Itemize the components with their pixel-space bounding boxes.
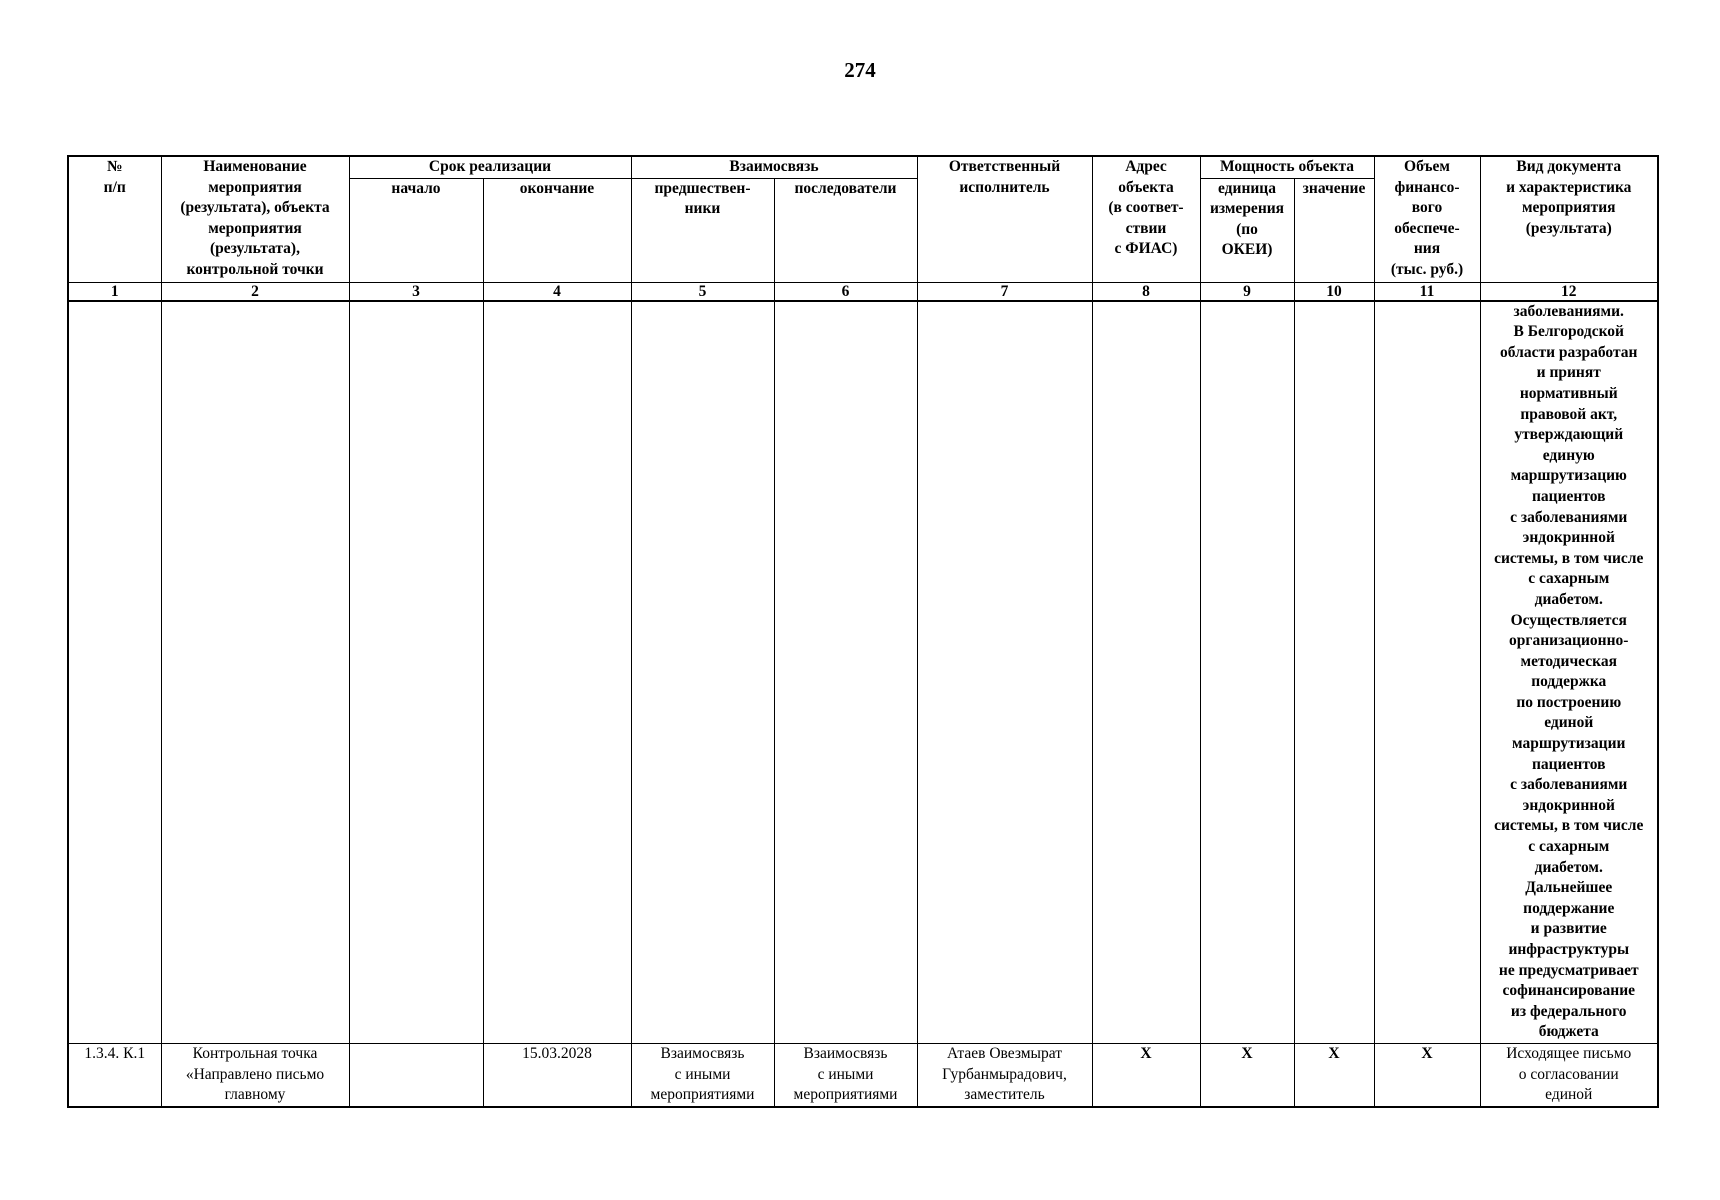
column-number: 1 [68, 282, 161, 301]
empty-cell [631, 301, 774, 1044]
description-line: поддержка [1531, 673, 1607, 691]
column-number: 12 [1480, 282, 1658, 301]
empty-cell [1374, 301, 1480, 1044]
description-line: поддержание [1523, 899, 1615, 917]
row-responsible: Атаев Овезмырат Гурбанмырадович, заместитель [917, 1043, 1092, 1106]
empty-cell [774, 301, 917, 1044]
header-end: окончание [483, 178, 631, 282]
column-number: 4 [483, 282, 631, 301]
header-name: Наименование мероприятия (результата), объекта мероприятия (результата), контрольной точки [161, 156, 349, 282]
empty-cell [1092, 301, 1200, 1044]
description-line: методическая [1520, 652, 1617, 670]
row-predecessors: Взаимосвязь с иными мероприятиями [631, 1043, 774, 1106]
description-line: заболеваниями. [1513, 302, 1624, 320]
description-line: и принят [1536, 364, 1601, 382]
document-description-cell [1480, 301, 1658, 1044]
row-number: 1.3.4. К.1 [68, 1043, 161, 1106]
header-value: значение [1294, 178, 1374, 282]
description-line: с сахарным [1528, 570, 1610, 588]
description-line: правовой акт, [1520, 405, 1618, 423]
page-number: 274 [844, 58, 876, 82]
row-end: 15.03.2028 [483, 1043, 631, 1106]
row-name: Контрольная точка «Направлено письмо главному [161, 1043, 349, 1106]
column-number: 5 [631, 282, 774, 301]
row-value: Х [1294, 1043, 1374, 1106]
header-finance: Объем финансо- вого обеспече- ния (тыс. руб.) [1374, 156, 1480, 282]
description-line: из федерального [1510, 1002, 1627, 1020]
description-line: системы, в том числе [1494, 817, 1644, 835]
activities-table [67, 155, 1659, 1108]
description-line: маршрутизацию [1510, 467, 1627, 485]
description-line: диабетом. [1534, 590, 1603, 608]
empty-cell [161, 301, 349, 1044]
column-number-row [68, 282, 1658, 301]
description-line: эндокринной [1522, 529, 1615, 547]
description-line: системы, в том числе [1494, 549, 1644, 567]
header-capacity-group: Мощность объекта [1200, 156, 1374, 178]
header-start: начало [349, 178, 483, 282]
column-number: 2 [161, 282, 349, 301]
row-start [349, 1043, 483, 1106]
description-line: пациентов [1532, 487, 1606, 505]
column-number: 11 [1374, 282, 1480, 301]
row-successors: Взаимосвязь с иными мероприятиями [774, 1043, 917, 1106]
description-line: единую [1542, 446, 1595, 464]
description-line: области разработан [1500, 343, 1638, 361]
description-line: Дальнейшее [1525, 879, 1613, 897]
column-number: 9 [1200, 282, 1294, 301]
empty-cell [917, 301, 1092, 1044]
header-document-type: Вид документа и характеристика мероприятия (результата) [1480, 156, 1658, 282]
continued-row [68, 301, 1658, 1044]
header-unit: единица измерения (по ОКЕИ) [1200, 178, 1294, 282]
row-document: Исходящее письмо о согласовании единой [1480, 1043, 1658, 1106]
description-line: инфраструктуры [1508, 941, 1630, 958]
description-line: бюджета [1538, 1023, 1599, 1041]
header-number: № п/п [68, 156, 161, 282]
description-line: эндокринной [1522, 796, 1615, 814]
description-line: по построению [1516, 693, 1622, 711]
column-number: 8 [1092, 282, 1200, 301]
description-line: Осуществляется [1510, 611, 1627, 629]
description-line: с заболеваниями [1510, 508, 1628, 526]
description-line: маршрутизации [1512, 735, 1626, 753]
header-predecessors: предшествен- ники [631, 178, 774, 282]
description-line: единой [1544, 714, 1594, 732]
empty-cell [68, 301, 161, 1044]
description-line: с заболеваниями [1510, 776, 1628, 794]
description-line: утверждающий [1514, 426, 1624, 444]
description-line: В Белгородской [1513, 323, 1624, 341]
description-line: софинансирование [1502, 982, 1636, 1000]
header-address: Адрес объекта (в соответ- ствии с ФИАС) [1092, 156, 1200, 282]
header-successors: последователи [774, 178, 917, 282]
description-line: пациентов [1532, 755, 1606, 773]
column-number: 7 [917, 282, 1092, 301]
header-row-1 [68, 156, 1658, 178]
row-unit: Х [1200, 1043, 1294, 1106]
header-relation-group: Взаимосвязь [631, 156, 917, 178]
empty-cell [1200, 301, 1294, 1044]
row-address: Х [1092, 1043, 1200, 1106]
column-number: 6 [774, 282, 917, 301]
empty-cell [483, 301, 631, 1044]
description-line: с сахарным [1528, 838, 1610, 856]
header-period-group: Срок реализации [349, 156, 631, 178]
description-line: диабетом. [1534, 858, 1603, 876]
header-responsible: Ответственный исполнитель [917, 156, 1092, 282]
empty-cell [349, 301, 483, 1044]
column-number: 3 [349, 282, 483, 301]
empty-cell [1294, 301, 1374, 1044]
description-line: не предусматривает [1498, 961, 1639, 979]
description-line: и развитие [1530, 920, 1607, 938]
table-row-k1 [68, 1043, 1658, 1106]
description-line: организационно- [1509, 632, 1629, 650]
description-line: нормативный [1519, 384, 1618, 402]
column-number: 10 [1294, 282, 1374, 301]
row-finance: Х [1374, 1043, 1480, 1106]
